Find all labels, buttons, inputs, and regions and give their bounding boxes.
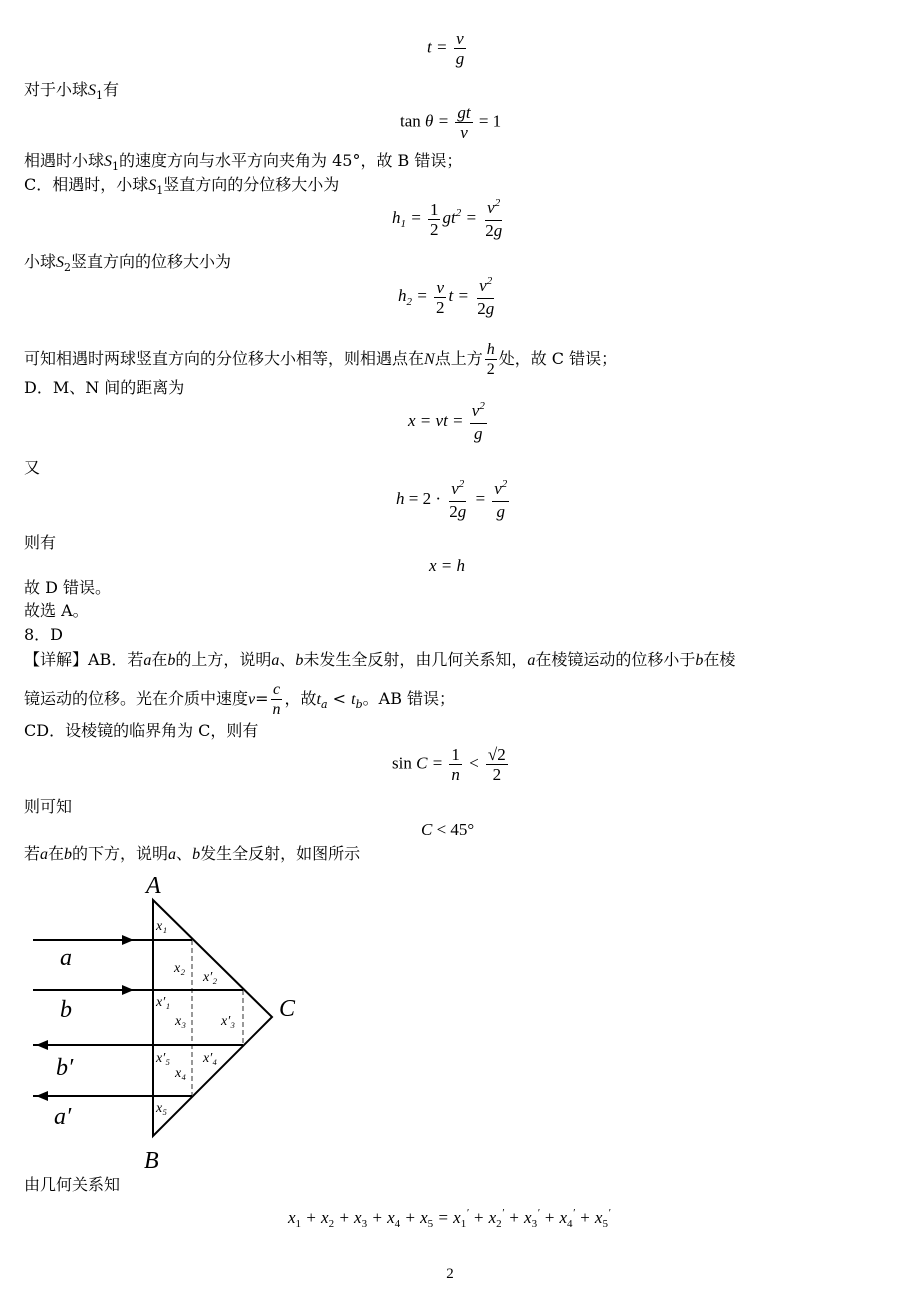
text-line: 小球$S_2$竖直方向的位移大小为 — [24, 252, 232, 274]
text-line: 【详解】AB．若a在b的上方，说明a、b未发生全反射，由几何关系知，a在棱镜运动的位移小于b在棱 — [24, 650, 736, 669]
text-line: CD．设棱镜的临界角为 C，则有 — [24, 721, 259, 740]
equation-C-lt-45: C < 45° — [421, 820, 475, 839]
label-x1-prime: x′₁ — [156, 995, 171, 1010]
text-line: C．相遇时，小球$S_1$竖直方向的分位移大小为 — [24, 175, 340, 197]
equation-x: x = vt = $\frac{v^2}{g}$ — [408, 400, 485, 443]
equation-sum: $x_1 + x_2 + x_3 + x_4 + x_5 = x_1' + x_2' + x_3' + x_4' + x_5'$ — [288, 1207, 611, 1230]
text-line: 相遇时小球$S_1$的速度方向与水平方向夹角为 45°，故 B 错误； — [24, 151, 463, 173]
equation-sinC: sin C = $\frac{1}{n}$ < $\frac{√2}{2}$ — [392, 745, 506, 784]
text-line: 由几何关系知 — [24, 1175, 121, 1194]
text-line: 则有 — [24, 533, 57, 552]
label-x3: x₃ — [175, 1014, 187, 1029]
prism-triangle — [153, 900, 272, 1136]
equation-tan: tan θ = $\frac{gt}{v}$ = 1 — [400, 103, 502, 142]
label-x4-prime: x′₄ — [203, 1051, 218, 1066]
label-x2-prime: x′₂ — [203, 970, 218, 985]
label-x3-prime: x′₃ — [221, 1014, 236, 1029]
text-line: 故 D 错误。 — [24, 578, 112, 597]
label-b-prime: b′ — [56, 1055, 74, 1081]
prism-diagram — [0, 868, 320, 1173]
equation-h2: $h_2$ = $\frac{v}{2}$ t = $\frac{v^2}{2g}$ — [398, 275, 495, 318]
text-line: 又 — [24, 458, 41, 477]
label-x5: x₅ — [156, 1101, 168, 1116]
arrow-head — [122, 935, 134, 945]
label-a-prime: a′ — [54, 1104, 72, 1130]
label-B: B — [144, 1148, 159, 1173]
label-x1: x₁ — [156, 919, 168, 934]
text-line: 则可知 — [24, 797, 73, 816]
arrow-head — [36, 1040, 48, 1050]
answer-number: 8．D — [24, 625, 64, 644]
label-a: a — [60, 945, 72, 971]
label-x2: x₂ — [174, 961, 186, 976]
text-line: 若a在b的下方，说明a、b发生全反射，如图所示 — [24, 844, 361, 863]
label-b: b — [60, 997, 72, 1023]
label-A: A — [146, 873, 161, 899]
equation-x-equals-h: x = h — [429, 556, 466, 575]
text-line: 对于小球$S_1$有 — [24, 80, 120, 102]
text-line: D．M、N 间的距离为 — [24, 378, 185, 397]
arrow-head — [36, 1091, 48, 1101]
text-line: 可知相遇时两球竖直方向的分位移大小相等，则相遇点在N点上方 $\frac{h}{2}$ 处，故 C 错误； — [24, 341, 618, 378]
text-line: 镜运动的位移。光在介质中速度v= $\frac{c}{n}$ ，故$t_a < t_b$。AB 错误； — [24, 681, 456, 718]
arrow-head — [122, 985, 134, 995]
page-number: 2 — [446, 1266, 454, 1282]
equation-h: h = 2 · $\frac{v^2}{2g}$ = $\frac{v^2}{g}$ — [396, 478, 508, 521]
label-C: C — [279, 996, 296, 1022]
equation-h1: $h_1$ = $\frac{1}{2}$ $gt^2$ = $\frac{v^2}{2g}$ — [392, 197, 503, 240]
label-x4: x₄ — [175, 1066, 187, 1081]
label-x5-prime: x′₅ — [156, 1051, 171, 1066]
equation-t: t = $\frac{v}{g}$ — [427, 29, 465, 68]
text-line: 故选 A。 — [24, 601, 89, 620]
